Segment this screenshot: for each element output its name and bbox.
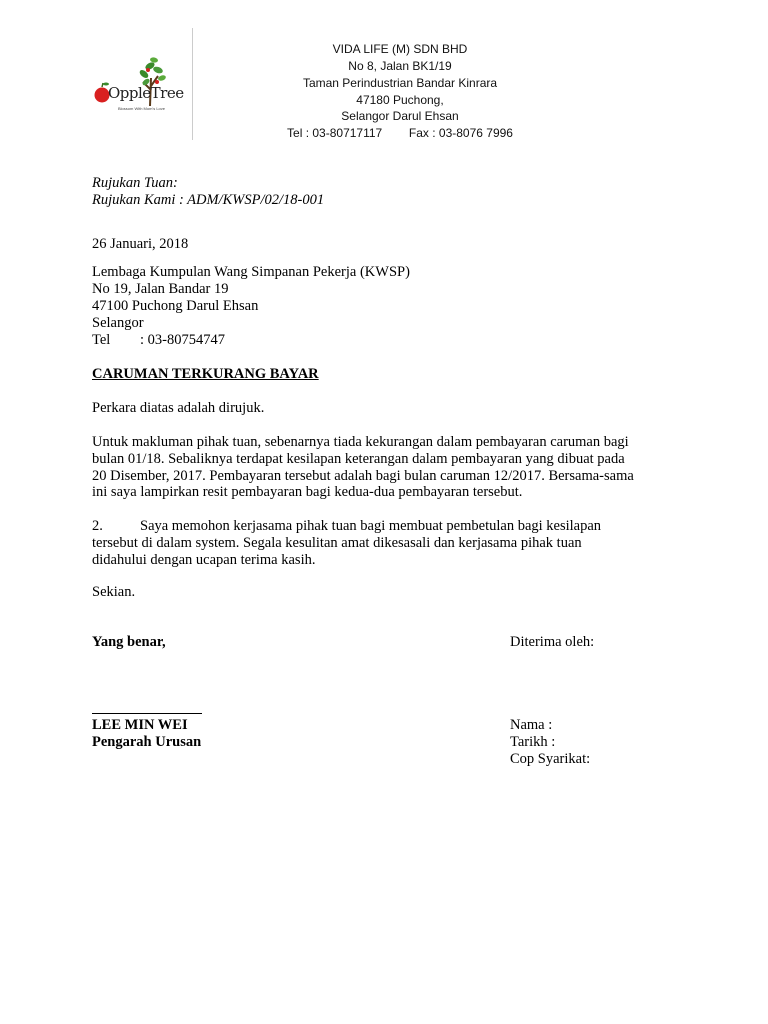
letter-subject: CARUMAN TERKURANG BAYAR: [92, 366, 319, 382]
body-paragraph-2-line-1: Untuk makluman pihak tuan, sebenarnya tiada kekurangan dalam pembayaran caruman bagi: [92, 434, 629, 450]
company-name: VIDA LIFE (M) SDN BHD: [332, 42, 468, 56]
body-paragraph-3-line-3: didahului dengan ucapan terima kasih.: [92, 552, 316, 568]
company-logo: [88, 26, 192, 130]
company-address-1: No 8, Jalan BK1/19: [348, 59, 452, 73]
company-address-3: 47180 Puchong,: [356, 93, 444, 107]
closing-text: Sekian.: [92, 584, 136, 600]
your-reference: Rujukan Tuan:: [92, 175, 178, 191]
logo-tagline: Blossom With Mom's Love: [118, 106, 165, 111]
our-reference: Rujukan Kami : ADM/KWSP/02/18-001: [92, 192, 325, 208]
company-address-2: Taman Perindustrian Bandar Kinrara: [302, 76, 498, 90]
recipient-line-4: Selangor: [92, 315, 144, 331]
letter-date: 26 Januari, 2018: [92, 236, 189, 252]
body-paragraph-3-number: 2.: [92, 518, 103, 534]
apple-tree-logo-icon: [88, 26, 192, 130]
body-paragraph-2-line-2: bulan 01/18. Sebaliknya terdapat kesilapan keterangan dalam pembayaran yang dibuat pada: [92, 451, 625, 467]
recipient-line-3: 47100 Puchong Darul Ehsan: [92, 298, 259, 314]
logo-divider: [192, 28, 193, 140]
body-paragraph-2-line-4: ini saya lampirkan resit pembayaran bagi kedua-dua pembayaran tersebut.: [92, 484, 523, 500]
signatory-name: LEE MIN WEI: [92, 717, 188, 733]
received-by-label: Diterima oleh:: [510, 634, 595, 650]
body-paragraph-2-line-3: 20 Disember, 2017. Pembayaran tersebut adalah bagi bulan caruman 12/2017. Bersama-sama: [92, 468, 634, 484]
receipt-name-label: Nama :: [510, 717, 553, 733]
receipt-date-label: Tarikh :: [510, 734, 556, 750]
company-address-4: Selangor Darul Ehsan: [341, 109, 459, 123]
recipient-tel-value: : 03-80754747: [140, 332, 225, 348]
company-contact: Tel : 03-80717117 Fax : 03-8076 7996: [287, 126, 513, 140]
body-paragraph-3-line-2: tersebut di dalam system. Segala kesulitan amat dikesasali dan kerjasama pihak tuan: [92, 535, 582, 551]
recipient-line-1: Lembaga Kumpulan Wang Simpanan Pekerja (KWSP): [92, 264, 410, 280]
recipient-tel-label: Tel: [92, 332, 111, 348]
body-paragraph-3-line-1: Saya memohon kerjasama pihak tuan bagi membuat pembetulan bagi kesilapan: [140, 518, 602, 534]
signatory-title: Pengarah Urusan: [92, 734, 202, 750]
yang-benar: Yang benar,: [92, 634, 166, 650]
logo-brand-text: OppleTree: [108, 84, 184, 102]
recipient-line-2: No 19, Jalan Bandar 19: [92, 281, 229, 297]
signature-line: [92, 713, 202, 714]
body-paragraph-1: Perkara diatas adalah dirujuk.: [92, 400, 265, 416]
receipt-stamp-label: Cop Syarikat:: [510, 751, 591, 767]
